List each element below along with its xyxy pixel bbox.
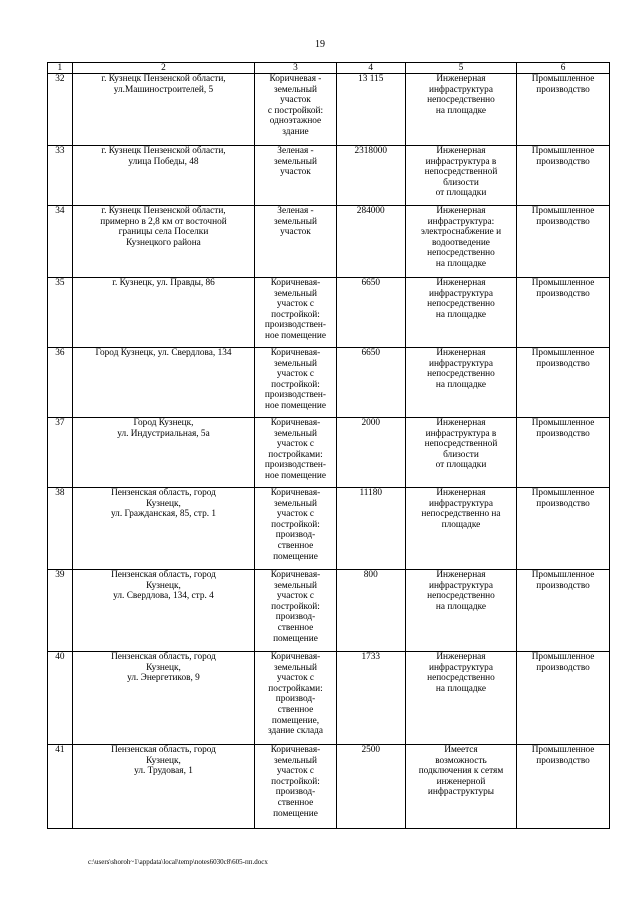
infrastructure-cell bbox=[405, 652, 516, 745]
category-text: Коричневая- земельный участок с постройками: производ- ственное помещение, здание склада bbox=[267, 652, 323, 737]
infrastructure-cell bbox=[405, 74, 516, 146]
category-cell bbox=[255, 278, 336, 348]
use-cell bbox=[517, 348, 610, 418]
address-cell bbox=[72, 488, 255, 570]
column-header: 6 bbox=[517, 63, 610, 74]
category-text: Коричневая- земельный участок с постройкой: производ- ственное помещение bbox=[270, 745, 321, 819]
address-text: Город Кузнецк, ул. Индустриальная, 5а bbox=[117, 418, 210, 439]
use-cell bbox=[517, 278, 610, 348]
row-number-cell: 34 bbox=[48, 206, 73, 278]
table-row bbox=[48, 745, 610, 829]
table-row bbox=[48, 146, 610, 206]
area-cell: 2000 bbox=[336, 418, 405, 488]
category-text: Зеленая - земельный участок bbox=[274, 206, 317, 238]
use-text: Промышленное производство bbox=[531, 745, 595, 766]
use-text: Промышленное производство bbox=[531, 146, 595, 167]
infrastructure-text: Инженерная инфраструктура непосредственно на площадке bbox=[427, 348, 495, 390]
address-cell bbox=[72, 74, 255, 146]
row-number-cell: 32 bbox=[48, 74, 73, 146]
row-number-cell: 39 bbox=[48, 570, 73, 652]
address-cell bbox=[72, 146, 255, 206]
category-cell bbox=[255, 745, 336, 829]
infrastructure-cell bbox=[405, 570, 516, 652]
category-text: Коричневая- земельный участок с постройкой: производ- ственное помещение bbox=[270, 488, 321, 562]
infrastructure-text: Инженерная инфраструктура непосредственно на площадке bbox=[421, 488, 501, 530]
address-text: Пензенская область, город Кузнецк, ул. Свердлова, 134, стр. 4 bbox=[111, 570, 216, 602]
category-cell bbox=[255, 652, 336, 745]
address-cell bbox=[72, 348, 255, 418]
address-cell bbox=[72, 652, 255, 745]
category-cell bbox=[255, 146, 336, 206]
infrastructure-cell bbox=[405, 745, 516, 829]
infrastructure-text: Инженерная инфраструктура в непосредственной близости от площадки bbox=[424, 146, 498, 199]
use-cell bbox=[517, 74, 610, 146]
row-number-cell: 36 bbox=[48, 348, 73, 418]
infrastructure-cell bbox=[405, 278, 516, 348]
use-text: Промышленное производство bbox=[531, 278, 595, 299]
category-cell bbox=[255, 206, 336, 278]
table-row bbox=[48, 418, 610, 488]
use-text: Промышленное производство bbox=[531, 206, 595, 227]
table-row bbox=[48, 488, 610, 570]
category-text: Зеленая - земельный участок bbox=[274, 146, 317, 178]
use-text: Промышленное производство bbox=[531, 570, 595, 591]
use-text: Промышленное производство bbox=[531, 348, 595, 369]
address-cell bbox=[72, 745, 255, 829]
area-cell: 800 bbox=[336, 570, 405, 652]
use-cell bbox=[517, 745, 610, 829]
use-text: Промышленное производство bbox=[531, 652, 595, 673]
infrastructure-cell bbox=[405, 488, 516, 570]
use-cell bbox=[517, 652, 610, 745]
category-cell bbox=[255, 418, 336, 488]
infrastructure-text: Инженерная инфраструктура непосредственно на площадке bbox=[427, 652, 495, 694]
address-cell bbox=[72, 206, 255, 278]
category-cell bbox=[255, 74, 336, 146]
use-text: Промышленное производство bbox=[531, 488, 595, 509]
address-text: Город Кузнецк, ул. Свердлова, 134 bbox=[95, 348, 232, 358]
infrastructure-text: Инженерная инфраструктура непосредственно на площадке bbox=[427, 278, 495, 320]
table-row bbox=[48, 570, 610, 652]
infrastructure-cell bbox=[405, 348, 516, 418]
area-cell: 13 115 bbox=[336, 74, 405, 146]
address-text: Пензенская область, город Кузнецк, ул. Трудовая, 1 bbox=[111, 745, 216, 777]
area-cell: 1733 bbox=[336, 652, 405, 745]
row-number-cell: 33 bbox=[48, 146, 73, 206]
table-row bbox=[48, 74, 610, 146]
category-text: Коричневая- земельный участок с постройкой: производ- ственное помещение bbox=[270, 570, 321, 644]
area-cell: 6650 bbox=[336, 278, 405, 348]
address-cell bbox=[72, 570, 255, 652]
use-cell bbox=[517, 146, 610, 206]
table-row bbox=[48, 348, 610, 418]
document-table bbox=[47, 62, 610, 829]
area-cell: 284000 bbox=[336, 206, 405, 278]
infrastructure-cell bbox=[405, 206, 516, 278]
row-number-cell: 41 bbox=[48, 745, 73, 829]
use-text: Промышленное производство bbox=[531, 418, 595, 439]
column-header: 4 bbox=[336, 63, 405, 74]
column-header: 2 bbox=[72, 63, 255, 74]
infrastructure-text: Инженерная инфраструктура в непосредственной близости от площадки bbox=[424, 418, 498, 471]
category-cell bbox=[255, 570, 336, 652]
category-cell bbox=[255, 488, 336, 570]
address-text: Пензенская область, город Кузнецк, ул. Энергетиков, 9 bbox=[111, 652, 216, 684]
row-number-cell: 38 bbox=[48, 488, 73, 570]
address-text: Пензенская область, город Кузнецк, ул. Гражданская, 85, стр. 1 bbox=[110, 488, 217, 520]
row-number-cell: 37 bbox=[48, 418, 73, 488]
address-text: г. Кузнецк, ул. Правды, 86 bbox=[112, 278, 215, 288]
category-text: Коричневая- земельный участок с постройками: производствен- ное помещение bbox=[264, 418, 327, 481]
area-cell: 11180 bbox=[336, 488, 405, 570]
table-row bbox=[48, 278, 610, 348]
address-cell bbox=[72, 418, 255, 488]
infrastructure-cell bbox=[405, 418, 516, 488]
category-text: Коричневая- земельный участок с постройкой: производствен- ное помещение bbox=[264, 348, 327, 411]
row-number-cell: 40 bbox=[48, 652, 73, 745]
use-cell bbox=[517, 488, 610, 570]
infrastructure-text: Инженерная инфраструктура непосредственно на площадке bbox=[427, 74, 495, 116]
table-row bbox=[48, 652, 610, 745]
address-text: г. Кузнецк Пензенской области, ул.Машиностроителей, 5 bbox=[101, 74, 226, 95]
area-cell: 2500 bbox=[336, 745, 405, 829]
infrastructure-text: Имеется возможность подключения к сетям инженерной инфраструктуры bbox=[418, 745, 504, 798]
use-text: Промышленное производство bbox=[531, 74, 595, 95]
page-number: 19 bbox=[315, 39, 325, 50]
infrastructure-text: Инженерная инфраструктура: электроснабжение и водоотведение непосредственно на площадке bbox=[420, 206, 502, 269]
row-number-cell: 35 bbox=[48, 278, 73, 348]
column-header: 5 bbox=[405, 63, 516, 74]
use-cell bbox=[517, 418, 610, 488]
use-cell bbox=[517, 570, 610, 652]
category-text: Коричневая- земельный участок с постройкой: производствен- ное помещение bbox=[264, 278, 327, 341]
category-cell bbox=[255, 348, 336, 418]
area-cell: 6650 bbox=[336, 348, 405, 418]
address-cell bbox=[72, 278, 255, 348]
use-cell bbox=[517, 206, 610, 278]
area-cell: 2318000 bbox=[336, 146, 405, 206]
column-header: 3 bbox=[255, 63, 336, 74]
address-text: г. Кузнецк Пензенской области, примерно в 2,8 км от восточной границы села Поселки Кузнецкого района bbox=[100, 206, 227, 248]
infrastructure-text: Инженерная инфраструктура непосредственно на площадке bbox=[427, 570, 495, 612]
address-text: г. Кузнецк Пензенской области, улица Победы, 48 bbox=[101, 146, 226, 167]
category-text: Коричневая - земельный участок с постройкой: одноэтажное здание bbox=[267, 74, 324, 137]
infrastructure-cell bbox=[405, 146, 516, 206]
table-row bbox=[48, 206, 610, 278]
column-header: 1 bbox=[48, 63, 73, 74]
footer-file-path: c:\users\shoroh~1\appdata\local\temp\notes6030c8\605-пп.docx bbox=[88, 858, 268, 866]
header-row bbox=[48, 63, 610, 74]
